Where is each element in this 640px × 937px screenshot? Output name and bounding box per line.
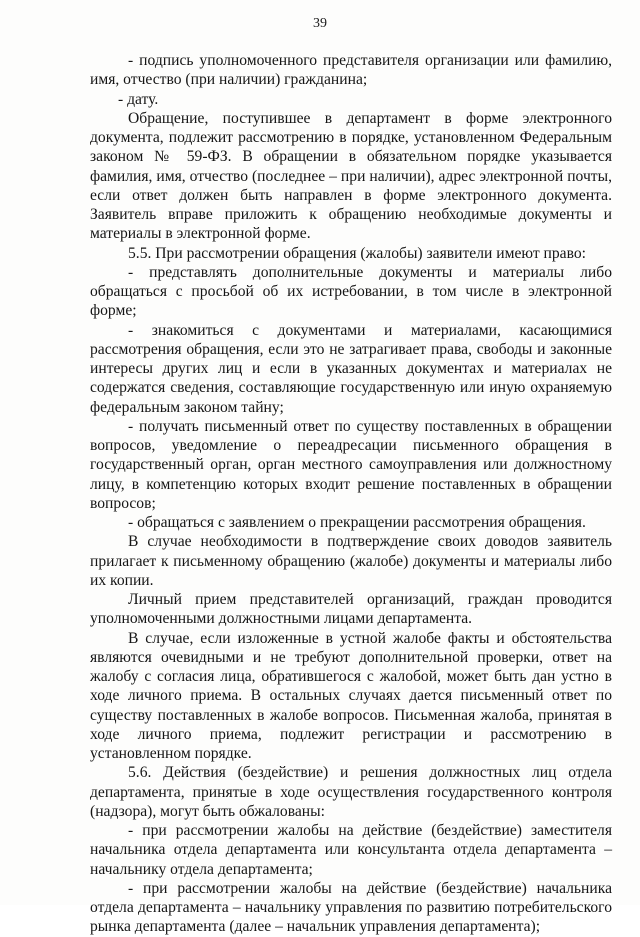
paragraph-right-review-materials: - знакомиться с документами и материалами, касающимися рассмотрения обращения, если это не затрагивает права, свободы и законные интересы других лиц и если в указанных документах и материалах не содержатся сведения, составляющие государственную или иную охраняемую федеральным законом тайну; [90, 321, 612, 416]
paragraph-personal-reception: Личный прием представителей организаций, граждан проводится уполномоченными должностными лицами департамента. [90, 591, 612, 628]
paragraph-right-written-answer: - получать письменный ответ по существу поставленных в обращении вопросов, уведомление о переадресации письменного обращения в государственный орган, орган местного самоуправления или должностному лицу, в компетенцию которых входит решение поставленных в обращении вопросов; [90, 417, 612, 512]
paragraph-oral-complaint: В случае, если изложенные в устной жалобе факты и обстоятельства являются очевидными и не требуют дополнительной проверки, ответ на жалобу с согласия лица, обратившегося с жалобой, может быть дан устно в ходе личного приема. В остальных случаях дается письменный ответ по существу поставленных в жалобе вопросов. Письменная жалоба, принятая в ходе личного приема, подлежит регистрации и рассмотрению в установленном порядке. [90, 629, 612, 762]
paragraph-right-stop-review: - обращаться с заявлением о прекращении рассмотрения обращения. [128, 514, 586, 531]
document-body [90, 51, 612, 937]
paragraph-section-5-5: 5.5. При рассмотрении обращения (жалобы) заявители имеют право: [128, 244, 586, 262]
paragraph-appeal-head: - при рассмотрении жалобы на действие (бездействие) начальника отдела департамента – начальнику управления по развитию потребительского рынка департамента (далее – начальник управления департамента); [90, 879, 612, 936]
paragraph-date: - дату. [118, 90, 159, 108]
page-number: 39 [313, 16, 327, 31]
paragraph-appeal-deputy: - при рассмотрении жалобы на действие (бездействие) заместителя начальника отдела департамента или консультанта отдела департамента – начальнику отдела департамента; [90, 822, 612, 878]
paragraph-supporting-documents: В случае необходимости в подтверждение своих доводов заявитель прилагает к письменному обращению (жалобе) документы и материалы либо их копии. [90, 533, 612, 589]
paragraph-right-submit-documents: - представлять дополнительные документы и материалы либо обращаться с просьбой об их истребовании, в том числе в электронной форме; [90, 263, 612, 320]
paragraph-signature: - подпись уполномоченного представителя организации или фамилию, имя, отчество (при наличии) гражданина; [90, 52, 612, 89]
paragraph-electronic-appeal: Обращение, поступившее в департамент в форме электронного документа, подлежит рассмотрению в порядке, установленном Федеральным законом № 59-ФЗ. В обращении в обязательном порядке указывается фамилия, имя, отчество (последнее – при наличии), адрес электронной почты, если ответ должен быть направлен в форме электронного документа. Заявитель вправе приложить к обращению необходимые документы и материалы в электронной форме. [90, 109, 612, 243]
paragraph-section-5-6: 5.6. Действия (бездействие) и решения должностных лиц отдела департамента, принятые в ходе осуществления государственного контроля (надзора), могут быть обжалованы: [90, 764, 612, 820]
